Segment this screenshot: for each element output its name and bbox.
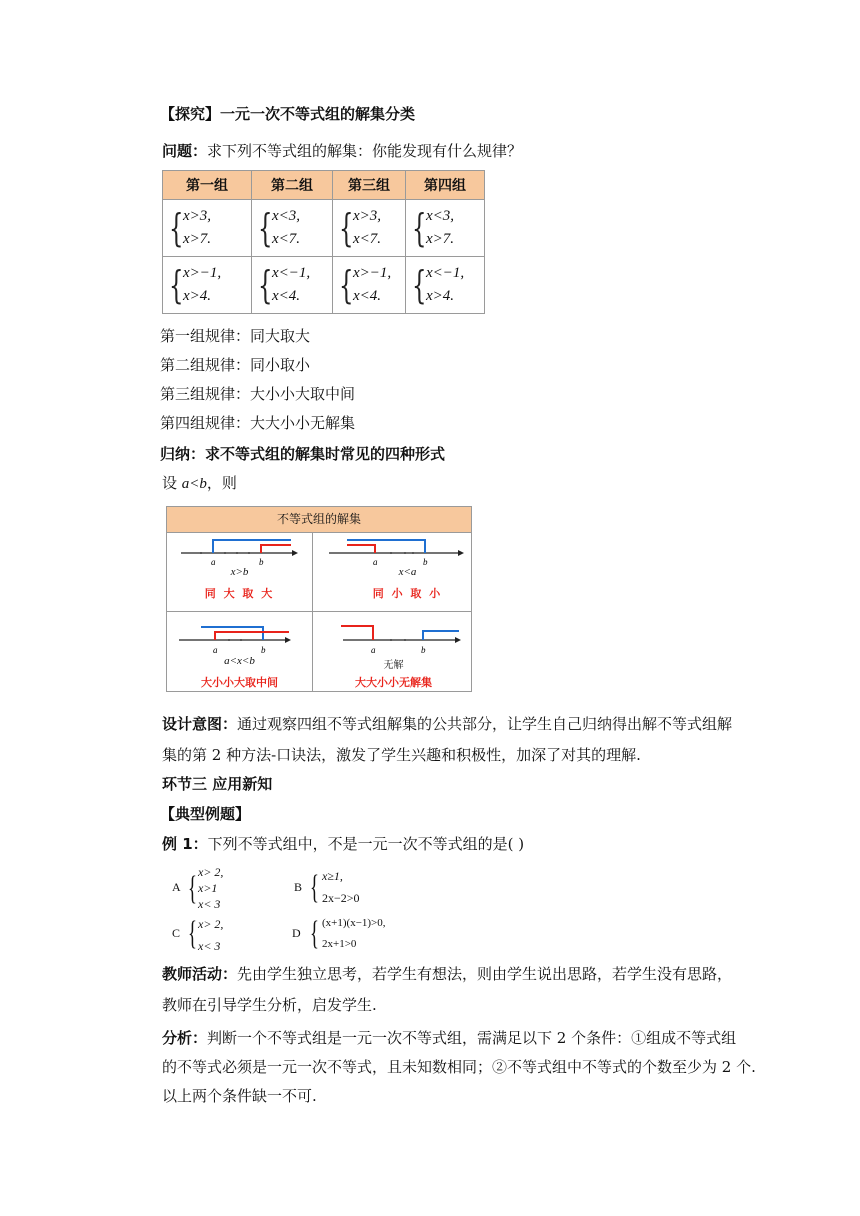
solution-cell bbox=[313, 612, 464, 691]
choice-d-line: (x+1)(x−1)>0, bbox=[322, 917, 386, 929]
table-header-row bbox=[163, 171, 485, 200]
teacher-activity-line2: 教师在引导学生分析，启发学生. bbox=[162, 996, 377, 1014]
example-1 bbox=[162, 834, 524, 854]
solution-set-header: 不等式组的解集 bbox=[167, 507, 471, 533]
question bbox=[162, 141, 522, 161]
teacher-activity-text: 先由学生独立思考，若学生有想法，则由学生说出思路，若学生没有思路， bbox=[237, 965, 733, 983]
analysis-text: 判断一个不等式组是一元一次不等式组，需满足以下 2 个条件：①组成不等式组 bbox=[207, 1029, 737, 1047]
teacher-activity-line1 bbox=[162, 964, 732, 984]
svg-text:b: b bbox=[259, 557, 264, 567]
design-intent-label: 设计意图： bbox=[162, 715, 238, 733]
teacher-activity-label: 教师活动： bbox=[162, 965, 238, 983]
assumption: 设 a<b，则 bbox=[162, 474, 237, 492]
solution-rule: 大小小大取中间 bbox=[201, 676, 278, 689]
explore-heading bbox=[160, 104, 415, 124]
analysis-line2: 的不等式必须是一元一次不等式，且未知数相同；②不等式组中不等式的个数至少为 2 个. bbox=[162, 1058, 756, 1076]
choice-a-line: x> 2, bbox=[198, 865, 224, 879]
analysis-label: 分析： bbox=[162, 1029, 208, 1047]
choice-a-label: A bbox=[172, 880, 181, 894]
examples-heading: 【典型例题】 bbox=[160, 805, 251, 823]
example-1-label: 例 1： bbox=[162, 835, 208, 853]
table-cell: { x<−1, x>4. bbox=[406, 257, 485, 314]
table-cell: { x>−1, x>4. bbox=[163, 257, 252, 314]
question-label: 问题： bbox=[162, 142, 208, 160]
table-header: 第三组 bbox=[333, 171, 406, 200]
table-header: 第一组 bbox=[163, 171, 252, 200]
choice-b-line: x≥1, bbox=[322, 869, 343, 883]
solution-rule: 同 大 取 大 bbox=[204, 587, 275, 600]
summary bbox=[160, 444, 445, 464]
choice-b-label: B bbox=[294, 880, 303, 894]
choice-a-line: x>1 bbox=[198, 881, 218, 895]
summary-text: 求不等式组的解集时常见的四种形式 bbox=[205, 445, 446, 463]
svg-text:a: a bbox=[371, 645, 376, 655]
choice-d-label: D bbox=[292, 926, 301, 940]
choice-b-line: 2x−2>0 bbox=[322, 891, 360, 905]
assumption-expr: a<b bbox=[181, 476, 207, 492]
solution-cell bbox=[313, 533, 464, 612]
svg-text:a: a bbox=[211, 557, 216, 567]
inequality-groups-table bbox=[162, 170, 485, 314]
solution-caption: 无解 bbox=[383, 660, 404, 671]
table-cell: { x<3, x>7. bbox=[406, 200, 485, 257]
table-row bbox=[163, 200, 485, 257]
choice-c-label: C bbox=[172, 926, 181, 940]
question-text: 求下列不等式组的解集：你能发现有什么规律？ bbox=[207, 142, 523, 160]
svg-text:b: b bbox=[261, 645, 266, 655]
choice-a-line: x< 3 bbox=[198, 897, 221, 911]
svg-text:a: a bbox=[373, 557, 378, 567]
solution-rule: 同 小 取 小 bbox=[372, 587, 443, 600]
analysis-line1 bbox=[162, 1028, 736, 1048]
rule-line: 第四组规律：大大小小无解集 bbox=[160, 414, 356, 432]
explore-title: 一元一次不等式组的解集分类 bbox=[220, 105, 416, 123]
svg-text:b: b bbox=[423, 557, 428, 567]
table-cell: { x>3, x>7. bbox=[163, 200, 252, 257]
explore-prefix: 【探究】 bbox=[160, 105, 221, 123]
design-intent-line2: 集的第 2 种方法-口诀法，激发了学生兴趣和积极性，加深了对其的理解. bbox=[162, 746, 641, 764]
design-intent-text: 通过观察四组不等式组解集的公共部分，让学生自己归纳得出解不等式组解 bbox=[237, 715, 733, 733]
solution-cell bbox=[167, 612, 318, 691]
table-row bbox=[163, 257, 485, 314]
table-cell: { x<−1, x<4. bbox=[252, 257, 333, 314]
rule-line: 第二组规律：同小取小 bbox=[160, 356, 311, 374]
svg-text:a: a bbox=[213, 645, 218, 655]
table-header: 第二组 bbox=[252, 171, 333, 200]
table-cell: { x<3, x<7. bbox=[252, 200, 333, 257]
solution-caption: a<x<b bbox=[224, 655, 255, 667]
section-heading: 环节三 应用新知 bbox=[162, 775, 273, 793]
choice-d-line: 2x+1>0 bbox=[322, 938, 357, 950]
rule-line: 第三组规律：大小小大取中间 bbox=[160, 385, 356, 403]
analysis-line3: 以上两个条件缺一不可. bbox=[162, 1087, 317, 1105]
table-cell: { x>3, x<7. bbox=[333, 200, 406, 257]
table-header: 第四组 bbox=[406, 171, 485, 200]
solution-rule: 大大小小无解集 bbox=[355, 676, 432, 689]
solution-caption: x>b bbox=[230, 566, 249, 578]
solution-caption: x<a bbox=[398, 566, 417, 578]
solution-cell bbox=[167, 533, 318, 612]
choice-c-line: x< 3 bbox=[198, 939, 221, 953]
table-cell: { x>−1, x<4. bbox=[333, 257, 406, 314]
svg-text:b: b bbox=[421, 645, 426, 655]
choice-c-line: x> 2, bbox=[198, 917, 224, 931]
number-line-diagram bbox=[313, 612, 471, 662]
example-1-text: 下列不等式组中，不是一元一次不等式组的是( ) bbox=[207, 835, 525, 853]
solution-set-table bbox=[166, 506, 472, 692]
summary-label: 归纳： bbox=[160, 445, 206, 463]
rule-line: 第一组规律：同大取大 bbox=[160, 327, 311, 345]
design-intent-line1 bbox=[162, 714, 732, 734]
